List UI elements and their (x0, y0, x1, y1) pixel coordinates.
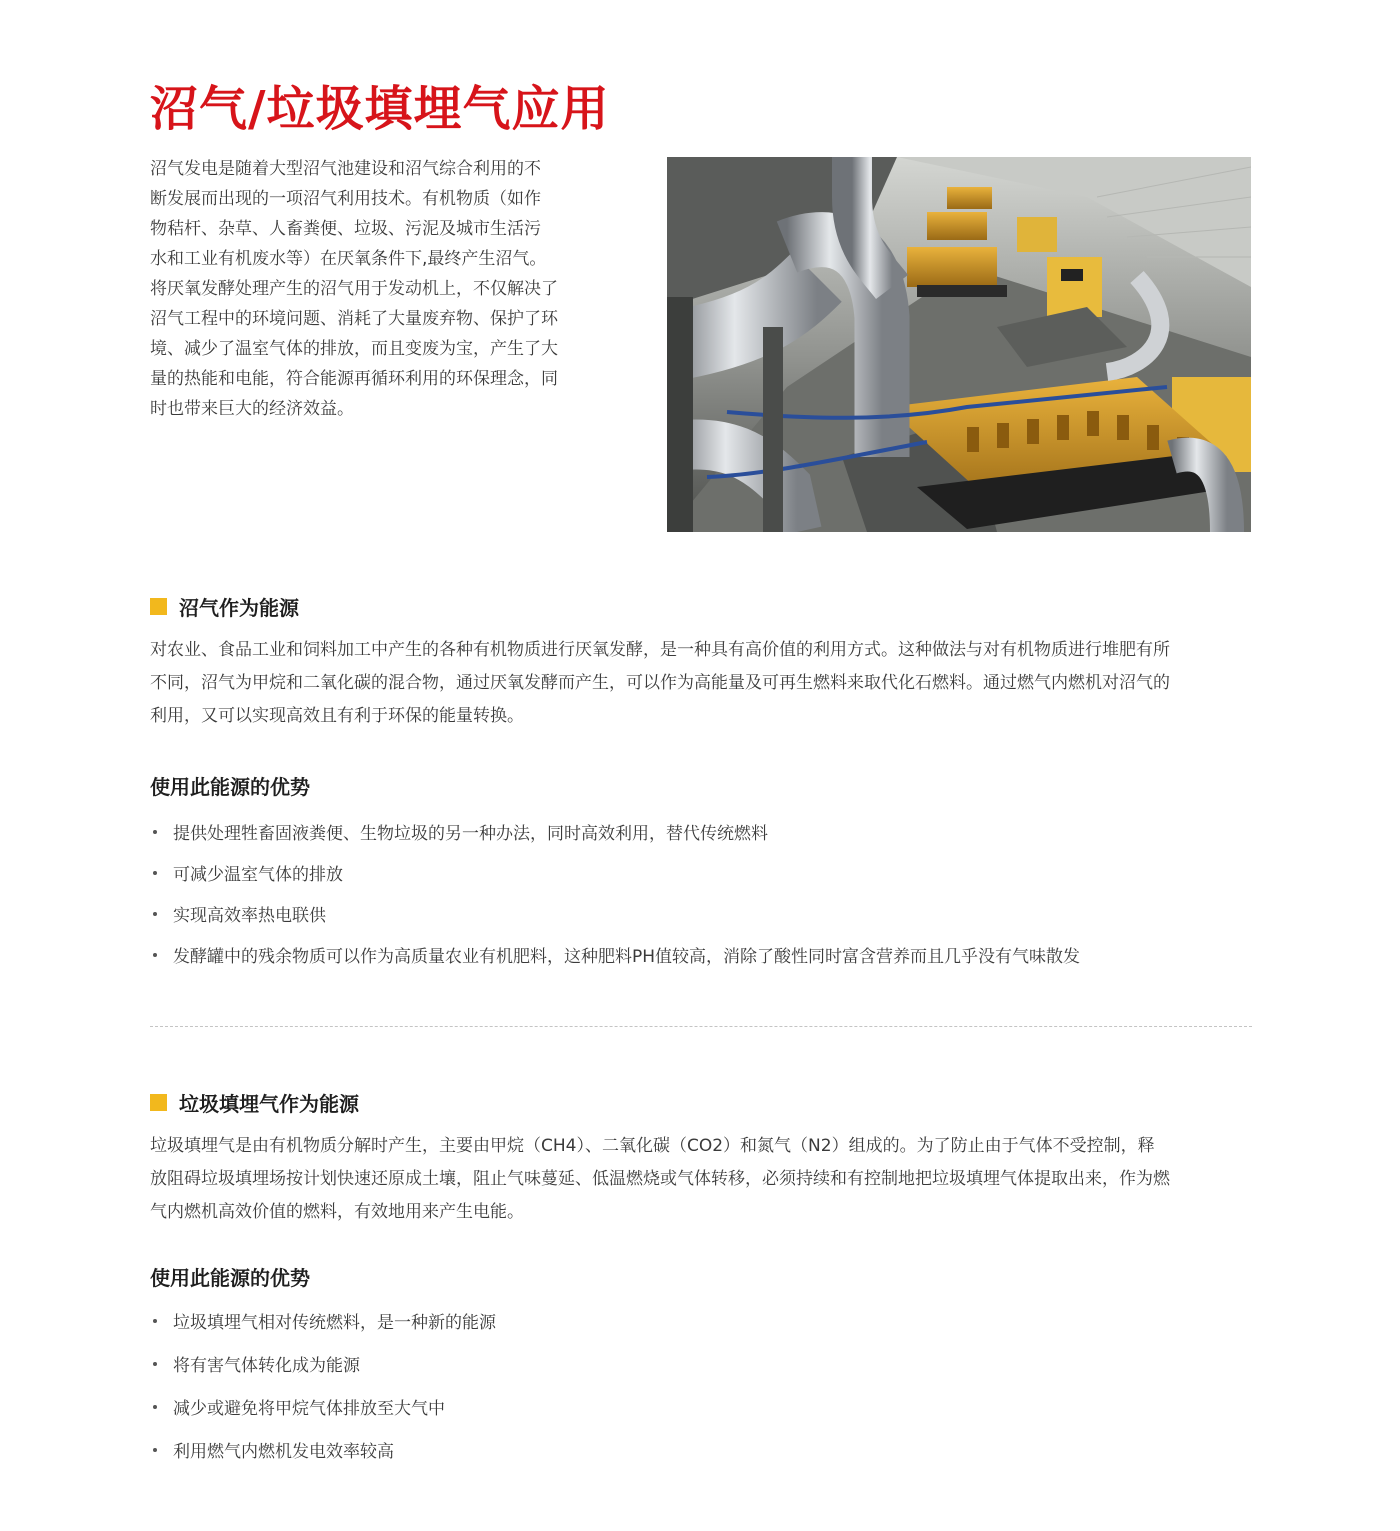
list-item-text: 将有害气体转化成为能源 (173, 1356, 360, 1376)
page-title: 沼气/垃圾填埋气应用 (150, 81, 610, 137)
intro-line: 物秸杆、杂草、人畜粪便、垃圾、污泥及城市生活污 (150, 219, 541, 239)
list-item-text: 垃圾填埋气相对传统燃料，是一种新的能源 (173, 1313, 496, 1333)
list-item (150, 1438, 496, 1466)
list-item-text: 提供处理牲畜固液粪便、生物垃圾的另一种办法，同时高效利用，替代传统燃料 (173, 824, 768, 844)
biogas-section-title-text: 沼气作为能源 (179, 596, 299, 620)
biogas-line: 不同，沼气为甲烷和二氧化碳的混合物，通过厌氧发酵而产生，可以作为高能量及可再生燃料来取代化石燃料。通过燃气内燃机对沼气的 (150, 673, 1170, 693)
list-item-text: 实现高效率热电联供 (173, 906, 326, 926)
bullet-dot-icon (153, 830, 157, 834)
landfill-advantages-title: 使用此能源的优势 (150, 1266, 310, 1290)
biogas-line: 对农业、食品工业和饲料加工中产生的各种有机物质进行厌氧发酵，是一种具有高价值的利用方式。这种做法与对有机物质进行堆肥有所 (150, 640, 1170, 660)
list-item (150, 902, 1080, 930)
list-item (150, 943, 1080, 971)
yellow-square-icon (150, 1094, 167, 1111)
bullet-dot-icon (153, 1405, 157, 1409)
list-item (150, 1352, 496, 1380)
list-item (150, 861, 1080, 889)
landfill-advantages-list (150, 1309, 496, 1466)
list-item-text: 减少或避免将甲烷气体排放至大气中 (173, 1399, 445, 1419)
list-item-text: 可减少温室气体的排放 (173, 865, 343, 885)
bullet-dot-icon (153, 871, 157, 875)
intro-paragraph (150, 154, 610, 424)
landfill-paragraph (150, 1130, 1255, 1229)
landfill-section-title (150, 1088, 359, 1117)
dashed-divider (150, 1026, 1252, 1027)
landfill-line: 垃圾填埋气是由有机物质分解时产生，主要由甲烷（CH4）、二氧化碳（CO2）和氮气（N2）组成的。为了防止由于气体不受控制，释 (150, 1136, 1155, 1156)
intro-line: 沼气工程中的环境问题、消耗了大量废弃物、保护了环 (150, 309, 558, 329)
list-item (150, 1309, 496, 1337)
generator-hall-photo (667, 157, 1251, 532)
list-item-text: 发酵罐中的残余物质可以作为高质量农业有机肥料，这种肥料PH值较高，消除了酸性同时富含营养而且几乎没有气味散发 (173, 947, 1081, 967)
intro-line: 将厌氧发酵处理产生的沼气用于发动机上，不仅解决了 (150, 279, 558, 299)
landfill-section-title-text: 垃圾填埋气作为能源 (179, 1092, 359, 1116)
yellow-square-icon (150, 598, 167, 615)
intro-line: 时也带来巨大的经济效益。 (150, 399, 354, 419)
intro-line: 水和工业有机废水等）在厌氧条件下,最终产生沼气。 (150, 249, 547, 269)
landfill-line: 放阻碍垃圾填埋场按计划快速还原成土壤，阻止气味蔓延、低温燃烧或气体转移，必须持续和有控制地把垃圾填埋气体提取出来，作为燃 (150, 1169, 1170, 1189)
biogas-section-title (150, 592, 299, 621)
bullet-dot-icon (153, 953, 157, 957)
landfill-line: 气内燃机高效价值的燃料，有效地用来产生电能。 (150, 1202, 524, 1222)
biogas-advantages-list (150, 820, 1080, 971)
biogas-paragraph (150, 634, 1255, 733)
bullet-dot-icon (153, 1362, 157, 1366)
intro-line: 断发展而出现的一项沼气利用技术。有机物质（如作 (150, 189, 541, 209)
intro-line: 沼气发电是随着大型沼气池建设和沼气综合利用的不 (150, 159, 541, 179)
bullet-dot-icon (153, 1448, 157, 1452)
list-item (150, 1395, 496, 1423)
biogas-advantages-title: 使用此能源的优势 (150, 775, 310, 799)
intro-line: 境、减少了温室气体的排放，而且变废为宝，产生了大 (150, 339, 558, 359)
list-item (150, 820, 1080, 848)
list-item-text: 利用燃气内燃机发电效率较高 (173, 1442, 394, 1462)
biogas-line: 利用，又可以实现高效且有利于环保的能量转换。 (150, 706, 524, 726)
bullet-dot-icon (153, 1319, 157, 1323)
bullet-dot-icon (153, 912, 157, 916)
intro-line: 量的热能和电能，符合能源再循环利用的环保理念，同 (150, 369, 558, 389)
